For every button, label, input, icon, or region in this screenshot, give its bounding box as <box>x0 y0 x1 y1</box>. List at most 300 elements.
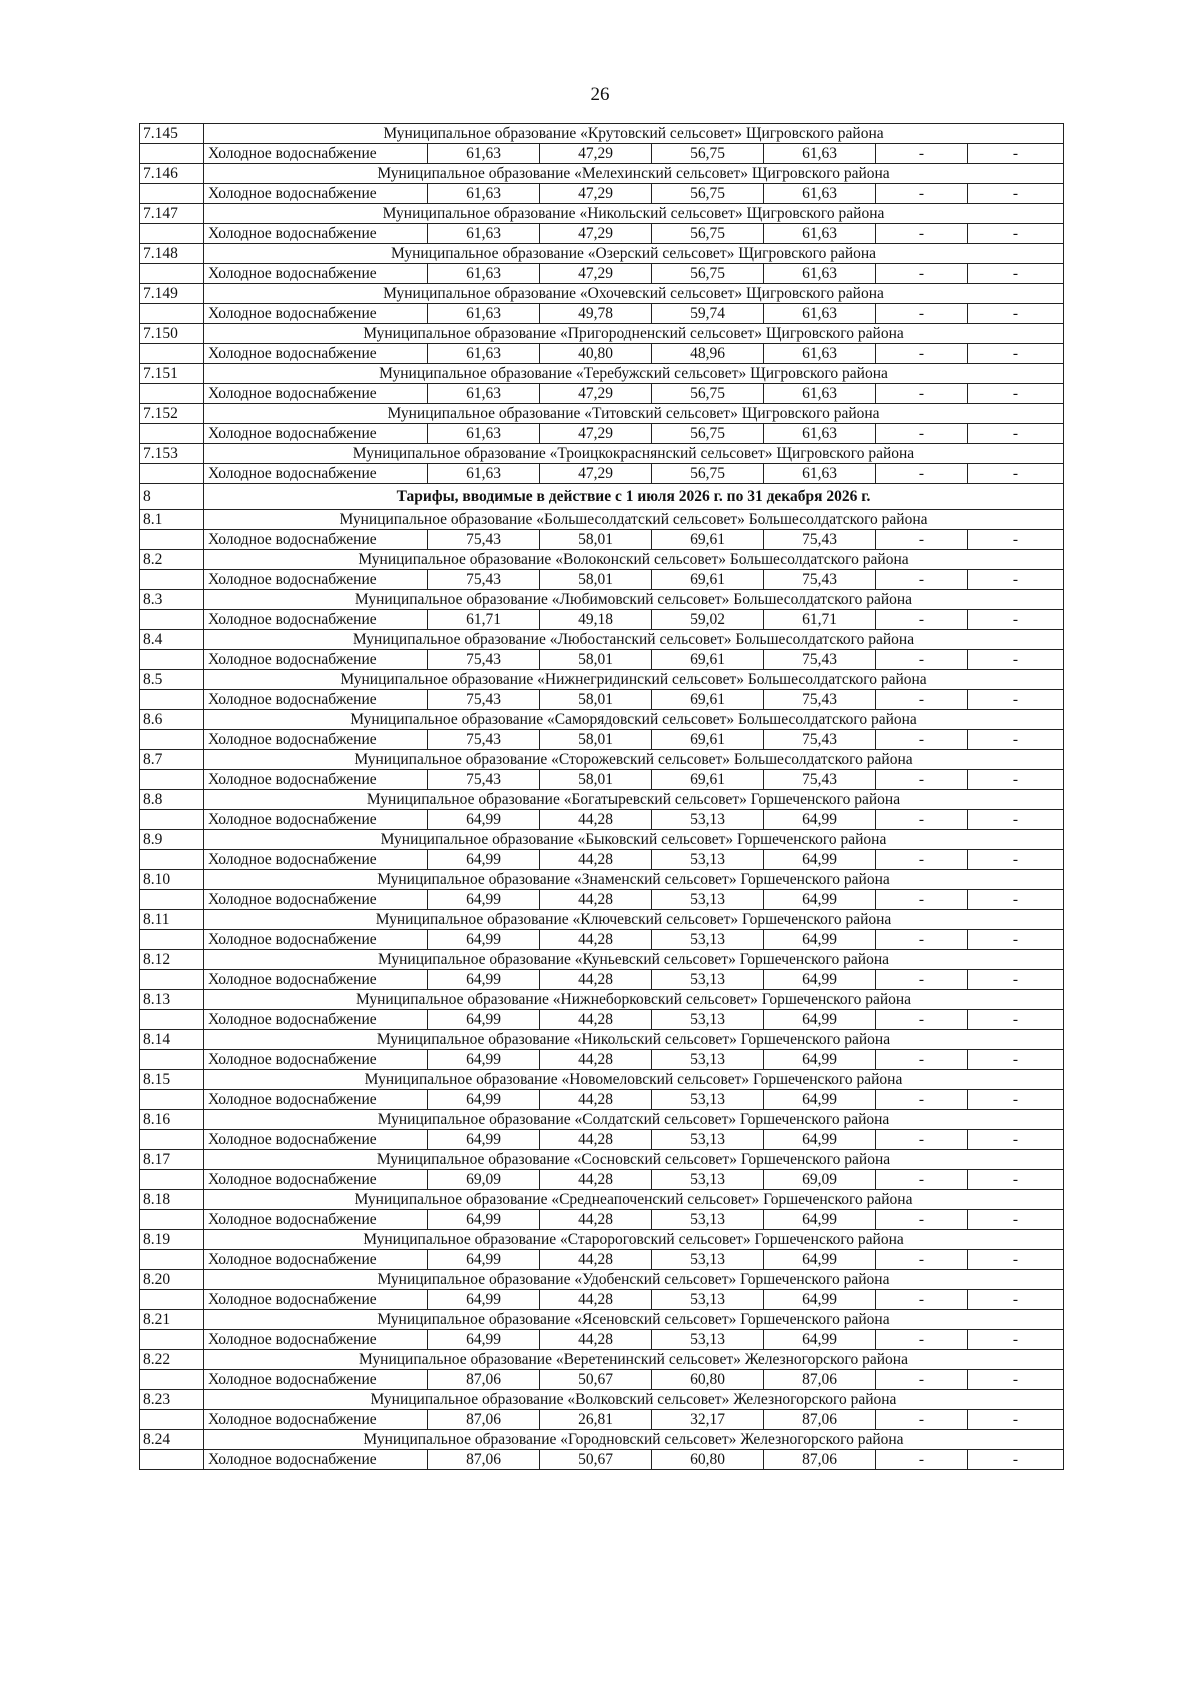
tariff-value-cell: 64,99 <box>764 930 876 950</box>
tariff-value-cell: 64,99 <box>428 1130 540 1150</box>
tariff-value-cell: 56,75 <box>652 424 764 444</box>
tariff-value-cell: 47,29 <box>540 264 652 284</box>
tariff-value-cell: 64,99 <box>428 930 540 950</box>
tariff-value-cell: 44,28 <box>540 1010 652 1030</box>
tariff-value-cell: - <box>876 730 968 750</box>
municipality-title-cell: Муниципальное образование «Нижнеборковский сельсовет» Горшеченского района <box>204 990 1064 1010</box>
tariff-value-cell: - <box>876 1450 968 1470</box>
tariff-value-cell: - <box>876 424 968 444</box>
row-number-cell: 8.20 <box>140 1270 204 1290</box>
tariff-value-cell: - <box>876 1250 968 1270</box>
municipality-header-row <box>140 630 1064 650</box>
municipality-header-row <box>140 1150 1064 1170</box>
tariff-value-cell: 69,61 <box>652 690 764 710</box>
tariff-value-cell: - <box>876 970 968 990</box>
service-name-cell: Холодное водоснабжение <box>204 890 428 910</box>
row-number-cell: 8.9 <box>140 830 204 850</box>
municipality-header-row <box>140 244 1064 264</box>
tariff-value-cell: - <box>876 1170 968 1190</box>
tariff-value-cell: 64,99 <box>764 850 876 870</box>
tariff-value-cell: 61,63 <box>428 184 540 204</box>
tariff-value-cell: - <box>876 530 968 550</box>
municipality-title-cell: Муниципальное образование «Пригородненский сельсовет» Щигровского района <box>204 324 1064 344</box>
tariff-value-cell: 61,63 <box>428 224 540 244</box>
tariff-value-cell: 69,61 <box>652 770 764 790</box>
tariff-value-cell: 56,75 <box>652 264 764 284</box>
service-name-cell: Холодное водоснабжение <box>204 1170 428 1190</box>
tariff-value-cell: 61,63 <box>428 144 540 164</box>
tariff-value-cell: - <box>968 424 1064 444</box>
tariff-value-cell: - <box>876 344 968 364</box>
tariff-data-row <box>140 1170 1064 1190</box>
empty-number-cell <box>140 1170 204 1190</box>
empty-number-cell <box>140 570 204 590</box>
tariff-value-cell: 75,43 <box>764 530 876 550</box>
tariff-value-cell: 60,80 <box>652 1450 764 1470</box>
row-number-cell: 7.150 <box>140 324 204 344</box>
municipality-header-row <box>140 1110 1064 1130</box>
municipality-header-row <box>140 364 1064 384</box>
row-number-cell: 7.145 <box>140 124 204 144</box>
municipality-title-cell: Муниципальное образование «Старороговский сельсовет» Горшеченского района <box>204 1230 1064 1250</box>
tariff-value-cell: 56,75 <box>652 384 764 404</box>
tariff-value-cell: 64,99 <box>428 890 540 910</box>
service-name-cell: Холодное водоснабжение <box>204 690 428 710</box>
tariff-value-cell: - <box>876 264 968 284</box>
tariff-value-cell: 75,43 <box>428 690 540 710</box>
empty-number-cell <box>140 810 204 830</box>
empty-number-cell <box>140 610 204 630</box>
tariff-value-cell: 53,13 <box>652 970 764 990</box>
tariff-value-cell: - <box>968 264 1064 284</box>
tariff-value-cell: 61,63 <box>764 384 876 404</box>
empty-number-cell <box>140 690 204 710</box>
tariff-value-cell: 87,06 <box>428 1410 540 1430</box>
tariff-value-cell: 53,13 <box>652 810 764 830</box>
tariff-value-cell: 56,75 <box>652 144 764 164</box>
empty-number-cell <box>140 770 204 790</box>
row-number-cell: 8.23 <box>140 1390 204 1410</box>
empty-number-cell <box>140 530 204 550</box>
tariff-value-cell: 64,99 <box>764 1050 876 1070</box>
tariff-data-row <box>140 304 1064 324</box>
tariff-value-cell: 44,28 <box>540 1170 652 1190</box>
tariff-value-cell: 64,99 <box>428 1330 540 1350</box>
tariff-value-cell: 75,43 <box>428 770 540 790</box>
municipality-header-row <box>140 1190 1064 1210</box>
row-number-cell: 8.5 <box>140 670 204 690</box>
row-number-cell: 8.21 <box>140 1310 204 1330</box>
tariff-data-row <box>140 970 1064 990</box>
tariff-value-cell: 32,17 <box>652 1410 764 1430</box>
tariff-data-row <box>140 570 1064 590</box>
tariff-value-cell: - <box>876 1050 968 1070</box>
tariff-data-row <box>140 344 1064 364</box>
municipality-title-cell: Муниципальное образование «Городновский сельсовет» Железногорского района <box>204 1430 1064 1450</box>
tariff-value-cell: 64,99 <box>764 1130 876 1150</box>
tariff-value-cell: - <box>876 1330 968 1350</box>
tariff-value-cell: 75,43 <box>764 570 876 590</box>
tariff-value-cell: 61,63 <box>764 184 876 204</box>
row-number-cell: 8.12 <box>140 950 204 970</box>
service-name-cell: Холодное водоснабжение <box>204 144 428 164</box>
tariff-value-cell: 87,06 <box>764 1410 876 1430</box>
row-number-cell: 8.24 <box>140 1430 204 1450</box>
municipality-title-cell: Муниципальное образование «Куньевский сельсовет» Горшеченского района <box>204 950 1064 970</box>
tariff-data-row <box>140 1370 1064 1390</box>
tariff-value-cell: 69,09 <box>428 1170 540 1190</box>
municipality-header-row <box>140 164 1064 184</box>
tariff-value-cell: - <box>876 184 968 204</box>
tariff-value-cell: 47,29 <box>540 384 652 404</box>
tariff-value-cell: - <box>968 304 1064 324</box>
municipality-title-cell: Муниципальное образование «Волоконский сельсовет» Большесолдатского района <box>204 550 1064 570</box>
empty-number-cell <box>140 850 204 870</box>
section-header-row <box>140 484 1064 510</box>
municipality-header-row <box>140 590 1064 610</box>
section-title-cell: Тарифы, вводимые в действие с 1 июля 2026 г. по 31 декабря 2026 г. <box>204 484 1064 510</box>
tariff-value-cell: - <box>968 1250 1064 1270</box>
tariff-value-cell: 87,06 <box>428 1370 540 1390</box>
empty-number-cell <box>140 1090 204 1110</box>
tariff-value-cell: - <box>968 1010 1064 1030</box>
tariff-value-cell: 58,01 <box>540 730 652 750</box>
tariff-value-cell: 64,99 <box>764 1250 876 1270</box>
municipality-title-cell: Муниципальное образование «Большесолдатский сельсовет» Большесолдатского района <box>204 510 1064 530</box>
tariff-data-row <box>140 530 1064 550</box>
tariff-value-cell: 53,13 <box>652 1250 764 1270</box>
tariff-data-row <box>140 690 1064 710</box>
service-name-cell: Холодное водоснабжение <box>204 1250 428 1270</box>
tariff-value-cell: - <box>876 304 968 324</box>
row-number-cell: 8.11 <box>140 910 204 930</box>
row-number-cell: 8.6 <box>140 710 204 730</box>
municipality-title-cell: Муниципальное образование «Любостанский сельсовет» Большесолдатского района <box>204 630 1064 650</box>
tariff-value-cell: 53,13 <box>652 1330 764 1350</box>
municipality-title-cell: Муниципальное образование «Богатыревский сельсовет» Горшеченского района <box>204 790 1064 810</box>
service-name-cell: Холодное водоснабжение <box>204 424 428 444</box>
tariff-value-cell: - <box>968 930 1064 950</box>
tariff-value-cell: 75,43 <box>764 690 876 710</box>
tariff-value-cell: 64,99 <box>764 1010 876 1030</box>
tariff-data-row <box>140 1410 1064 1430</box>
tariff-value-cell: - <box>876 464 968 484</box>
service-name-cell: Холодное водоснабжение <box>204 1370 428 1390</box>
empty-number-cell <box>140 424 204 444</box>
row-number-cell: 7.153 <box>140 444 204 464</box>
tariff-value-cell: - <box>876 1410 968 1430</box>
municipality-header-row <box>140 1270 1064 1290</box>
tariff-value-cell: 58,01 <box>540 570 652 590</box>
tariff-value-cell: 61,63 <box>764 464 876 484</box>
tariff-value-cell: 64,99 <box>428 970 540 990</box>
tariff-value-cell: - <box>876 930 968 950</box>
tariff-value-cell: 64,99 <box>428 850 540 870</box>
empty-number-cell <box>140 970 204 990</box>
municipality-title-cell: Муниципальное образование «Знаменский сельсовет» Горшеченского района <box>204 870 1064 890</box>
municipality-header-row <box>140 444 1064 464</box>
municipality-header-row <box>140 790 1064 810</box>
tariff-value-cell: - <box>968 570 1064 590</box>
municipality-title-cell: Муниципальное образование «Сосновский сельсовет» Горшеченского района <box>204 1150 1064 1170</box>
tariff-value-cell: 50,67 <box>540 1370 652 1390</box>
empty-number-cell <box>140 304 204 324</box>
service-name-cell: Холодное водоснабжение <box>204 1090 428 1110</box>
tariff-value-cell: 64,99 <box>428 1090 540 1110</box>
tariff-value-cell: 69,61 <box>652 570 764 590</box>
tariff-data-row <box>140 1250 1064 1270</box>
municipality-header-row <box>140 1310 1064 1330</box>
municipality-title-cell: Муниципальное образование «Троицкокраснянский сельсовет» Щигровского района <box>204 444 1064 464</box>
tariff-value-cell: 61,71 <box>428 610 540 630</box>
municipality-header-row <box>140 404 1064 424</box>
tariff-value-cell: 44,28 <box>540 1290 652 1310</box>
tariff-value-cell: - <box>968 1410 1064 1430</box>
service-name-cell: Холодное водоснабжение <box>204 970 428 990</box>
tariff-data-row <box>140 1210 1064 1230</box>
tariff-value-cell: 61,63 <box>764 264 876 284</box>
municipality-title-cell: Муниципальное образование «Веретенинский сельсовет» Железногорского района <box>204 1350 1064 1370</box>
tariff-value-cell: 64,99 <box>764 810 876 830</box>
service-name-cell: Холодное водоснабжение <box>204 224 428 244</box>
tariff-value-cell: - <box>968 1450 1064 1470</box>
municipality-header-row <box>140 1230 1064 1250</box>
tariff-value-cell: - <box>968 970 1064 990</box>
tariff-value-cell: 64,99 <box>428 1050 540 1070</box>
tariff-value-cell: 53,13 <box>652 1090 764 1110</box>
service-name-cell: Холодное водоснабжение <box>204 1130 428 1150</box>
service-name-cell: Холодное водоснабжение <box>204 384 428 404</box>
municipality-header-row <box>140 1430 1064 1450</box>
row-number-cell: 8.3 <box>140 590 204 610</box>
tariff-data-row <box>140 810 1064 830</box>
tariff-data-row <box>140 224 1064 244</box>
row-number-cell: 8.14 <box>140 1030 204 1050</box>
service-name-cell: Холодное водоснабжение <box>204 344 428 364</box>
tariff-value-cell: 56,75 <box>652 464 764 484</box>
tariff-value-cell: - <box>968 770 1064 790</box>
tariff-value-cell: 61,63 <box>428 304 540 324</box>
service-name-cell: Холодное водоснабжение <box>204 1210 428 1230</box>
service-name-cell: Холодное водоснабжение <box>204 1010 428 1030</box>
empty-number-cell <box>140 1050 204 1070</box>
municipality-header-row <box>140 990 1064 1010</box>
empty-number-cell <box>140 1450 204 1470</box>
tariff-value-cell: 61,63 <box>764 424 876 444</box>
tariff-value-cell: 44,28 <box>540 1250 652 1270</box>
row-number-cell: 7.147 <box>140 204 204 224</box>
tariff-value-cell: 40,80 <box>540 344 652 364</box>
row-number-cell: 8.4 <box>140 630 204 650</box>
empty-number-cell <box>140 1370 204 1390</box>
tariff-value-cell: 64,99 <box>764 1090 876 1110</box>
tariff-value-cell: - <box>968 384 1064 404</box>
municipality-title-cell: Муниципальное образование «Среднеапоченский сельсовет» Горшеченского района <box>204 1190 1064 1210</box>
empty-number-cell <box>140 184 204 204</box>
tariff-value-cell: - <box>968 1090 1064 1110</box>
tariff-value-cell: 64,99 <box>764 1330 876 1350</box>
tariff-value-cell: 61,71 <box>764 610 876 630</box>
tariff-value-cell: - <box>876 1130 968 1150</box>
tariff-data-row <box>140 384 1064 404</box>
tariff-value-cell: - <box>876 384 968 404</box>
empty-number-cell <box>140 224 204 244</box>
municipality-header-row <box>140 1070 1064 1090</box>
tariff-data-row <box>140 1290 1064 1310</box>
tariff-value-cell: 44,28 <box>540 810 652 830</box>
tariff-value-cell: 75,43 <box>428 730 540 750</box>
row-number-cell: 8.17 <box>140 1150 204 1170</box>
tariff-value-cell: - <box>968 344 1064 364</box>
row-number-cell: 8.13 <box>140 990 204 1010</box>
tariff-value-cell: 59,02 <box>652 610 764 630</box>
municipality-header-row <box>140 510 1064 530</box>
tariff-value-cell: 69,61 <box>652 530 764 550</box>
tariff-value-cell: 44,28 <box>540 1330 652 1350</box>
tariff-data-row <box>140 850 1064 870</box>
tariff-value-cell: - <box>876 770 968 790</box>
tariff-value-cell: - <box>968 1210 1064 1230</box>
tariff-value-cell: 61,63 <box>764 224 876 244</box>
empty-number-cell <box>140 1330 204 1350</box>
tariff-value-cell: 61,63 <box>428 344 540 364</box>
municipality-header-row <box>140 830 1064 850</box>
tariff-value-cell: 47,29 <box>540 464 652 484</box>
tariff-data-row <box>140 264 1064 284</box>
service-name-cell: Холодное водоснабжение <box>204 570 428 590</box>
tariff-value-cell: - <box>968 610 1064 630</box>
tariff-data-row <box>140 1090 1064 1110</box>
municipality-title-cell: Муниципальное образование «Охочевский сельсовет» Щигровского района <box>204 284 1064 304</box>
tariff-value-cell: 50,67 <box>540 1450 652 1470</box>
tariff-value-cell: 53,13 <box>652 890 764 910</box>
municipality-header-row <box>140 124 1064 144</box>
municipality-title-cell: Муниципальное образование «Ясеновский сельсовет» Горшеченского района <box>204 1310 1064 1330</box>
empty-number-cell <box>140 1010 204 1030</box>
tariff-value-cell: 44,28 <box>540 1090 652 1110</box>
tariff-value-cell: 64,99 <box>428 1210 540 1230</box>
row-number-cell: 7.148 <box>140 244 204 264</box>
service-name-cell: Холодное водоснабжение <box>204 930 428 950</box>
tariff-value-cell: 58,01 <box>540 530 652 550</box>
tariff-data-row <box>140 770 1064 790</box>
service-name-cell: Холодное водоснабжение <box>204 304 428 324</box>
tariff-data-row <box>140 650 1064 670</box>
tariff-value-cell: 53,13 <box>652 930 764 950</box>
municipality-header-row <box>140 324 1064 344</box>
tariff-value-cell: 75,43 <box>764 730 876 750</box>
tariff-value-cell: 47,29 <box>540 144 652 164</box>
service-name-cell: Холодное водоснабжение <box>204 650 428 670</box>
empty-number-cell <box>140 384 204 404</box>
tariff-value-cell: - <box>876 1210 968 1230</box>
row-number-cell: 8 <box>140 484 204 510</box>
tariff-value-cell: 53,13 <box>652 1130 764 1150</box>
empty-number-cell <box>140 930 204 950</box>
tariff-value-cell: 49,18 <box>540 610 652 630</box>
municipality-title-cell: Муниципальное образование «Саморядовский сельсовет» Большесолдатского района <box>204 710 1064 730</box>
tariff-value-cell: - <box>876 690 968 710</box>
page-number: 26 <box>590 84 610 105</box>
service-name-cell: Холодное водоснабжение <box>204 1410 428 1430</box>
tariff-value-cell: - <box>968 890 1064 910</box>
service-name-cell: Холодное водоснабжение <box>204 770 428 790</box>
empty-number-cell <box>140 650 204 670</box>
tariff-value-cell: 58,01 <box>540 690 652 710</box>
tariff-value-cell: - <box>968 1370 1064 1390</box>
tariff-value-cell: - <box>876 1090 968 1110</box>
tariff-value-cell: 59,74 <box>652 304 764 324</box>
tariff-value-cell: 64,99 <box>428 1290 540 1310</box>
municipality-header-row <box>140 870 1064 890</box>
tariff-value-cell: - <box>876 650 968 670</box>
empty-number-cell <box>140 1290 204 1310</box>
tariff-data-row <box>140 464 1064 484</box>
tariff-value-cell: 47,29 <box>540 184 652 204</box>
service-name-cell: Холодное водоснабжение <box>204 184 428 204</box>
empty-number-cell <box>140 344 204 364</box>
municipality-title-cell: Муниципальное образование «Быковский сельсовет» Горшеченского района <box>204 830 1064 850</box>
tariff-value-cell: 44,28 <box>540 930 652 950</box>
tariff-value-cell: 64,99 <box>764 890 876 910</box>
tariff-value-cell: 26,81 <box>540 1410 652 1430</box>
row-number-cell: 7.146 <box>140 164 204 184</box>
municipality-title-cell: Муниципальное образование «Новомеловский сельсовет» Горшеченского района <box>204 1070 1064 1090</box>
municipality-header-row <box>140 1030 1064 1050</box>
municipality-title-cell: Муниципальное образование «Никольский сельсовет» Щигровского района <box>204 204 1064 224</box>
row-number-cell: 7.149 <box>140 284 204 304</box>
municipality-title-cell: Муниципальное образование «Удобенский сельсовет» Горшеченского района <box>204 1270 1064 1290</box>
tariff-value-cell: 64,99 <box>764 970 876 990</box>
municipality-title-cell: Муниципальное образование «Волковский сельсовет» Железногорского района <box>204 1390 1064 1410</box>
tariff-value-cell: 75,43 <box>428 570 540 590</box>
tariff-value-cell: 44,28 <box>540 850 652 870</box>
tariff-data-row <box>140 1130 1064 1150</box>
municipality-title-cell: Муниципальное образование «Теребужский сельсовет» Щигровского района <box>204 364 1064 384</box>
tariff-value-cell: 53,13 <box>652 1290 764 1310</box>
municipality-header-row <box>140 950 1064 970</box>
tariff-data-row <box>140 610 1064 630</box>
service-name-cell: Холодное водоснабжение <box>204 610 428 630</box>
tariff-value-cell: - <box>968 810 1064 830</box>
tariff-value-cell: - <box>968 1130 1064 1150</box>
tariff-value-cell: 58,01 <box>540 650 652 670</box>
tariff-value-cell: 48,96 <box>652 344 764 364</box>
service-name-cell: Холодное водоснабжение <box>204 1450 428 1470</box>
tariff-value-cell: - <box>968 1050 1064 1070</box>
municipality-title-cell: Муниципальное образование «Никольский сельсовет» Горшеченского района <box>204 1030 1064 1050</box>
tariff-data-row <box>140 1330 1064 1350</box>
tariff-value-cell: - <box>876 144 968 164</box>
row-number-cell: 7.151 <box>140 364 204 384</box>
municipality-title-cell: Муниципальное образование «Сторожевский сельсовет» Большесолдатского района <box>204 750 1064 770</box>
service-name-cell: Холодное водоснабжение <box>204 850 428 870</box>
tariff-value-cell: 53,13 <box>652 1010 764 1030</box>
tariff-value-cell: 44,28 <box>540 890 652 910</box>
tariff-value-cell: 53,13 <box>652 1170 764 1190</box>
municipality-title-cell: Муниципальное образование «Солдатский сельсовет» Горшеченского района <box>204 1110 1064 1130</box>
tariff-data-row <box>140 1450 1064 1470</box>
tariff-value-cell: - <box>968 850 1064 870</box>
municipality-header-row <box>140 1390 1064 1410</box>
municipality-title-cell: Муниципальное образование «Мелехинский сельсовет» Щигровского района <box>204 164 1064 184</box>
tariff-value-cell: 61,63 <box>764 144 876 164</box>
empty-number-cell <box>140 1130 204 1150</box>
service-name-cell: Холодное водоснабжение <box>204 464 428 484</box>
tariff-value-cell: 53,13 <box>652 1210 764 1230</box>
empty-number-cell <box>140 464 204 484</box>
tariff-value-cell: 64,99 <box>428 810 540 830</box>
